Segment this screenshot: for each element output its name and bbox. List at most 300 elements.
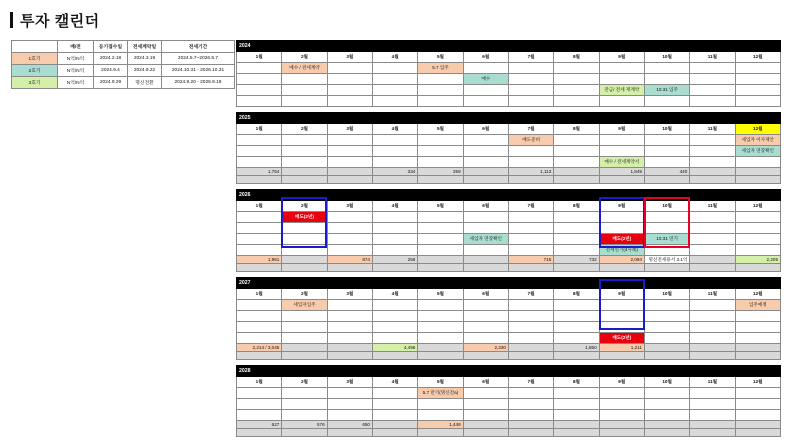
calendar-cell <box>644 245 689 256</box>
calendar-cell <box>463 322 508 333</box>
month-label: 6월 <box>463 377 508 388</box>
calendar-cell <box>690 157 735 168</box>
calendar-cell <box>418 74 463 85</box>
event-row <box>237 399 781 410</box>
amount-cell: 1,850 <box>554 344 599 352</box>
amount-cell: 1,849 <box>599 168 644 176</box>
month-label: 6월 <box>463 289 508 300</box>
calendar-cell <box>690 300 735 311</box>
calendar-cell <box>372 212 417 223</box>
calendar-cell <box>508 63 553 74</box>
calendar-cell <box>508 333 553 344</box>
month-label: 9월 <box>599 124 644 135</box>
month-label: 2월 <box>282 377 327 388</box>
calendar-cell <box>418 234 463 245</box>
year-label: 2026 <box>237 190 781 201</box>
amount-cell-empty <box>735 168 780 176</box>
legend-cell: N억/N억 <box>58 53 94 65</box>
page-title: 투자 캘린더 <box>20 13 100 30</box>
month-label: 2월 <box>282 289 327 300</box>
calendar-cell <box>644 410 689 421</box>
month-label: 7월 <box>508 124 553 135</box>
calendar-cell <box>282 399 327 410</box>
calendar-cell <box>508 388 553 399</box>
calendar-cell <box>690 322 735 333</box>
amount-cell-empty <box>463 168 508 176</box>
calendar-cell <box>327 146 372 157</box>
month-label: 1월 <box>237 52 282 63</box>
month-label: 8월 <box>554 52 599 63</box>
calendar-event: 세입자입주 <box>282 300 327 311</box>
calendar-event: 매수 <box>463 74 508 85</box>
month-label: 1월 <box>237 289 282 300</box>
calendar-cell <box>463 245 508 256</box>
calendar-cell <box>554 388 599 399</box>
calendar-cell <box>735 245 780 256</box>
amount-cell-empty <box>327 168 372 176</box>
month-label: 2월 <box>282 201 327 212</box>
calendar-cell <box>554 212 599 223</box>
amount-cell-empty <box>690 429 735 437</box>
calendar-cell <box>508 146 553 157</box>
month-label: 7월 <box>508 201 553 212</box>
calendar-cell <box>372 63 417 74</box>
calendar-event: 매도(2년) <box>599 234 644 245</box>
month-label: 3월 <box>327 201 372 212</box>
legend-cell: 2024.2.18 <box>94 53 128 65</box>
calendar-cell <box>554 135 599 146</box>
legend-row <box>12 65 235 77</box>
legend-cell: 2024.10.31 - 2026.10.31 <box>162 65 235 77</box>
event-row <box>237 245 781 256</box>
amount-cell-empty <box>282 344 327 352</box>
calendar-cell <box>327 245 372 256</box>
calendar-event: 10.31 입주 <box>644 85 689 96</box>
calendar-event: 매수 / 전세계약 <box>282 63 327 74</box>
calendar-event: 세입자 연장확인 <box>463 234 508 245</box>
calendar-cell <box>282 322 327 333</box>
amount-cell-empty <box>282 352 327 360</box>
amount-cell: 2,330 <box>463 344 508 352</box>
amount-cell-empty <box>735 352 780 360</box>
calendar-cell <box>463 85 508 96</box>
calendar-cell <box>554 157 599 168</box>
calendar-cell <box>282 146 327 157</box>
calendar-cell <box>372 399 417 410</box>
amount-cell-empty <box>463 264 508 272</box>
calendar-cell <box>237 63 282 74</box>
calendar-cell <box>735 410 780 421</box>
calendar-cell <box>463 300 508 311</box>
calendar-cell <box>418 311 463 322</box>
calendar-cell <box>463 63 508 74</box>
calendar-cell <box>554 322 599 333</box>
calendar-cell <box>327 311 372 322</box>
calendar-cell <box>554 234 599 245</box>
calendar-cell <box>327 333 372 344</box>
calendar-event: 매수 / 전세계약서 <box>599 157 644 168</box>
calendar-cell <box>554 96 599 107</box>
month-header-row <box>237 124 781 135</box>
calendar-cell <box>282 234 327 245</box>
calendar-cell <box>282 74 327 85</box>
calendar-cell <box>599 300 644 311</box>
calendar-cell <box>554 223 599 234</box>
month-label: 6월 <box>463 201 508 212</box>
amount-cell-empty <box>372 352 417 360</box>
calendar-cell <box>372 146 417 157</box>
month-label: 7월 <box>508 289 553 300</box>
calendar-cell <box>237 388 282 399</box>
calendar-cell <box>599 410 644 421</box>
amount-cell-empty <box>690 256 735 264</box>
month-label: 4월 <box>372 201 417 212</box>
calendar-cell <box>599 311 644 322</box>
month-label: 9월 <box>599 201 644 212</box>
calendar-cell <box>735 234 780 245</box>
calendar-cell <box>644 399 689 410</box>
calendar-cell <box>237 146 282 157</box>
calendar-cell <box>644 322 689 333</box>
amount-cell: 650 <box>327 421 372 429</box>
event-row <box>237 135 781 146</box>
calendar-cell <box>508 74 553 85</box>
month-header-row <box>237 377 781 388</box>
amount-cell-empty <box>418 176 463 184</box>
calendar-cell <box>690 96 735 107</box>
calendar-cell <box>644 157 689 168</box>
amount-row-spare <box>237 429 781 437</box>
calendar-cell <box>372 85 417 96</box>
year-header-row <box>237 113 781 124</box>
calendar-cell <box>508 410 553 421</box>
event-row <box>237 388 781 399</box>
amount-row <box>237 421 781 429</box>
month-label: 6월 <box>463 52 508 63</box>
calendar-cell <box>735 157 780 168</box>
calendar-event: 잔금/ 전세 재계약 <box>599 85 644 96</box>
month-label: 6월 <box>463 124 508 135</box>
month-label: 11월 <box>690 289 735 300</box>
calendar-cell <box>554 311 599 322</box>
event-row <box>237 212 781 223</box>
event-row <box>237 333 781 344</box>
calendar-cell <box>599 135 644 146</box>
month-label: 10월 <box>644 201 689 212</box>
calendar-cell <box>237 399 282 410</box>
amount-cell-empty <box>735 176 780 184</box>
calendar-event: 매도(2년) <box>599 333 644 344</box>
amount-cell-empty <box>372 176 417 184</box>
amount-cell: 732 <box>554 256 599 264</box>
calendar-cell <box>735 311 780 322</box>
month-label: 7월 <box>508 52 553 63</box>
calendar-cell <box>418 322 463 333</box>
calendar-cell <box>418 245 463 256</box>
calendar-cell <box>463 157 508 168</box>
calendar-cell <box>735 322 780 333</box>
amount-cell-empty <box>418 264 463 272</box>
calendar-cell <box>554 410 599 421</box>
amount-cell-empty <box>735 264 780 272</box>
month-label: 3월 <box>327 52 372 63</box>
calendar-cell <box>237 157 282 168</box>
event-row <box>237 410 781 421</box>
calendar-table <box>236 40 781 442</box>
amount-cell-empty <box>735 429 780 437</box>
calendar-cell <box>599 146 644 157</box>
calendar-cell <box>372 333 417 344</box>
legend-cell: 2024.3.19 <box>128 53 162 65</box>
calendar-cell <box>463 146 508 157</box>
calendar-cell <box>735 96 780 107</box>
month-label: 7월 <box>508 377 553 388</box>
calendar-cell <box>327 135 372 146</box>
legend-header: 매/전 <box>58 41 94 53</box>
amount-cell-empty <box>327 264 372 272</box>
calendar-event: 전세연기(4사례) <box>599 245 644 256</box>
month-label: 12월 <box>735 52 780 63</box>
legend-header: 전세기간 <box>162 41 235 53</box>
amount-cell-empty <box>463 352 508 360</box>
year-label: 2025 <box>237 113 781 124</box>
month-label: 9월 <box>599 52 644 63</box>
amount-cell-empty <box>554 429 599 437</box>
calendar-cell <box>690 212 735 223</box>
event-row <box>237 63 781 74</box>
calendar-cell <box>463 212 508 223</box>
calendar-cell <box>327 63 372 74</box>
month-label: 10월 <box>644 52 689 63</box>
amount-cell-empty <box>372 429 417 437</box>
month-label: 5월 <box>418 201 463 212</box>
calendar-cell <box>237 96 282 107</box>
month-label: 5월 <box>418 52 463 63</box>
month-label: 10월 <box>644 289 689 300</box>
calendar-cell <box>327 388 372 399</box>
year-label: 2027 <box>237 278 781 289</box>
calendar-cell <box>418 157 463 168</box>
year-label: 2024 <box>237 41 781 52</box>
event-row <box>237 96 781 107</box>
legend-unit-label: 3호기 <box>12 77 58 89</box>
month-label: 5월 <box>418 289 463 300</box>
month-label: 12월 <box>735 201 780 212</box>
amount-cell: 2,214 / 3,045 <box>237 344 282 352</box>
calendar-cell <box>282 135 327 146</box>
month-label: 12월 <box>735 377 780 388</box>
month-label: 1월 <box>237 377 282 388</box>
calendar-cell <box>327 300 372 311</box>
event-row <box>237 223 781 234</box>
month-label: 12월 <box>735 124 780 135</box>
month-label: 9월 <box>599 289 644 300</box>
amount-cell-empty <box>282 264 327 272</box>
calendar-cell <box>282 96 327 107</box>
calendar-cell <box>327 322 372 333</box>
calendar-event: 세입자 이사제안 <box>735 135 780 146</box>
amount-cell-empty <box>599 264 644 272</box>
calendar-cell <box>463 399 508 410</box>
calendar-cell <box>508 223 553 234</box>
calendar-cell <box>644 74 689 85</box>
calendar-event: 5.7 입주 <box>418 63 463 74</box>
calendar-cell <box>735 223 780 234</box>
amount-cell-empty <box>282 168 327 176</box>
calendar-cell <box>735 63 780 74</box>
month-label: 10월 <box>644 377 689 388</box>
calendar-cell <box>690 245 735 256</box>
calendar-cell <box>372 311 417 322</box>
month-label: 11월 <box>690 377 735 388</box>
month-label: 11월 <box>690 52 735 63</box>
amount-cell-empty <box>690 352 735 360</box>
amount-cell-empty <box>644 264 689 272</box>
event-row <box>237 146 781 157</box>
calendar-cell <box>463 311 508 322</box>
calendar-cell <box>508 399 553 410</box>
calendar-event: 10.31 연기 <box>644 234 689 245</box>
amount-cell-empty <box>237 352 282 360</box>
calendar-cell <box>418 135 463 146</box>
calendar-cell <box>508 212 553 223</box>
event-row <box>237 74 781 85</box>
legend-header: 등기접수일 <box>94 41 128 53</box>
amount-cell: 2,205 <box>735 256 780 264</box>
legend-cell: N억/N억 <box>58 65 94 77</box>
calendar-cell <box>644 333 689 344</box>
year-spacer <box>237 437 781 443</box>
calendar-cell <box>508 234 553 245</box>
month-label: 4월 <box>372 52 417 63</box>
calendar-cell <box>418 85 463 96</box>
calendar-cell <box>418 300 463 311</box>
calendar-cell <box>690 223 735 234</box>
calendar-cell <box>735 388 780 399</box>
calendar-cell <box>327 85 372 96</box>
calendar-cell <box>372 223 417 234</box>
amount-cell-empty <box>644 352 689 360</box>
calendar-cell <box>508 300 553 311</box>
amount-cell-empty <box>327 352 372 360</box>
month-label: 5월 <box>418 124 463 135</box>
month-label: 10월 <box>644 124 689 135</box>
amount-cell-empty <box>237 429 282 437</box>
legend-row <box>12 77 235 89</box>
amount-cell-empty <box>463 421 508 429</box>
legend-header-row <box>12 41 235 53</box>
month-label: 2월 <box>282 124 327 135</box>
month-label: 1월 <box>237 201 282 212</box>
calendar-cell <box>644 300 689 311</box>
amount-cell-empty <box>327 429 372 437</box>
calendar-cell <box>508 96 553 107</box>
calendar-cell <box>508 157 553 168</box>
event-row <box>237 85 781 96</box>
calendar-cell <box>327 74 372 85</box>
calendar-cell <box>282 410 327 421</box>
amount-cell-empty <box>644 344 689 352</box>
calendar-cell <box>418 146 463 157</box>
amount-cell-empty <box>282 176 327 184</box>
amount-cell-empty <box>690 264 735 272</box>
legend-cell: 2024.9.29 <box>94 77 128 89</box>
calendar-cell <box>327 410 372 421</box>
calendar-cell <box>237 245 282 256</box>
amount-cell-empty <box>237 176 282 184</box>
calendar-cell <box>690 399 735 410</box>
calendar-cell <box>554 300 599 311</box>
amount-row <box>237 256 781 264</box>
month-header-row <box>237 201 781 212</box>
amount-cell: 1,754 <box>237 168 282 176</box>
calendar-cell <box>644 146 689 157</box>
calendar-cell <box>418 212 463 223</box>
calendar-event: 매도준비 <box>508 135 553 146</box>
calendar-cell <box>554 333 599 344</box>
calendar-cell <box>372 74 417 85</box>
calendar-cell <box>418 410 463 421</box>
calendar-cell <box>282 388 327 399</box>
calendar-cell <box>372 245 417 256</box>
calendar-cell <box>463 388 508 399</box>
calendar-cell <box>372 135 417 146</box>
month-label: 3월 <box>327 124 372 135</box>
calendar-cell <box>554 74 599 85</box>
calendar-cell <box>508 245 553 256</box>
calendar-cell <box>463 135 508 146</box>
amount-cell-empty <box>327 344 372 352</box>
amount-cell-empty <box>644 176 689 184</box>
calendar-cell <box>418 399 463 410</box>
amount-cell-empty <box>372 421 417 429</box>
legend-cell: 명신전환 <box>128 77 162 89</box>
calendar-cell <box>372 388 417 399</box>
amount-cell-empty <box>418 256 463 264</box>
amount-cell: 1,961 <box>237 256 282 264</box>
month-label: 8월 <box>554 124 599 135</box>
amount-row <box>237 344 781 352</box>
month-label: 5월 <box>418 377 463 388</box>
amount-cell: 2,094 <box>599 256 644 264</box>
amount-cell-empty <box>690 421 735 429</box>
calendar-cell <box>554 146 599 157</box>
legend-row <box>12 53 235 65</box>
legend-header <box>12 41 58 53</box>
year-header-row <box>237 41 781 52</box>
calendar-cell <box>463 333 508 344</box>
month-label: 11월 <box>690 124 735 135</box>
legend-cell: 2024.5.7~2026.5.7 <box>162 53 235 65</box>
amount-cell: 440 <box>644 168 689 176</box>
calendar-cell <box>690 63 735 74</box>
calendar-cell <box>599 63 644 74</box>
month-label: 4월 <box>372 377 417 388</box>
amount-cell-empty <box>554 352 599 360</box>
legend-cell: 2024.9.4 <box>94 65 128 77</box>
calendar-cell <box>735 333 780 344</box>
calendar-cell <box>690 388 735 399</box>
amount-cell-empty <box>327 176 372 184</box>
amount-cell-empty <box>463 429 508 437</box>
amount-cell: 1,211 <box>599 344 644 352</box>
calendar-cell <box>372 234 417 245</box>
calendar-cell <box>282 333 327 344</box>
month-label: 8월 <box>554 289 599 300</box>
calendar-cell <box>690 135 735 146</box>
calendar-cell <box>599 74 644 85</box>
amount-cell: 258 <box>372 256 417 264</box>
